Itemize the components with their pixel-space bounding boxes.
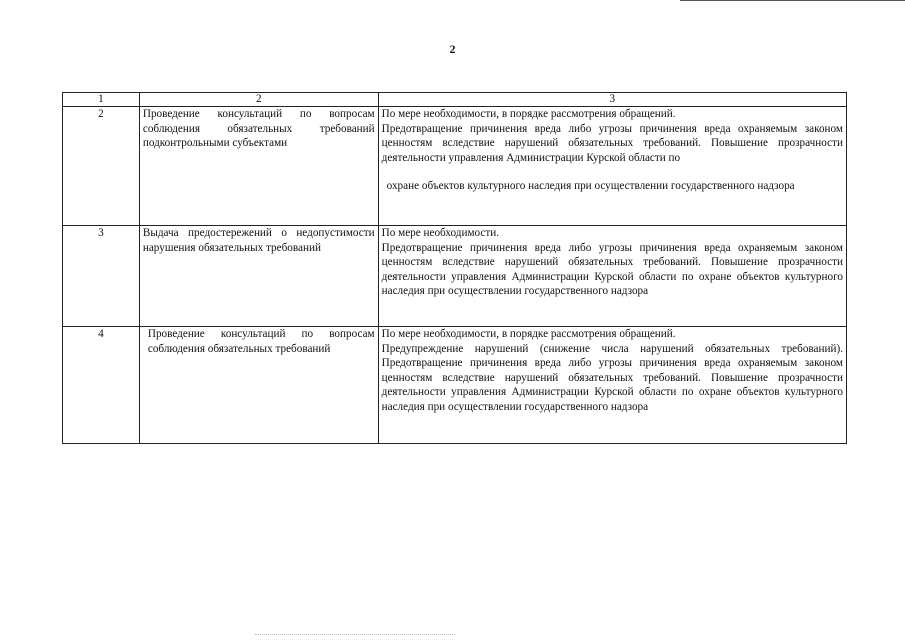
- column-header-3: 3: [378, 93, 846, 107]
- timing-text: По мере необходимости.: [381, 227, 500, 239]
- details-cell: [378, 226, 846, 327]
- event-cell: [139, 327, 378, 444]
- result-text: Предупреждение нарушений (снижение числа нарушений обязательных требований). Предотвращение причинения вреда либо угрозы причинения вреда охраняемым законом ценностям вследствие нарушений обязательных требований. Повышение прозрачности деятельности управления Администрации Курской области по охране объектов культурного наследия при осуществлении государственного надзора: [381, 342, 843, 413]
- table-row: [63, 107, 847, 226]
- result-text: Предотвращение причинения вреда либо угрозы причинения вреда охраняемым законом ценностям вследствие нарушений обязательных требований. Повышение прозрачности деятельности управления Администрации Курской области по: [381, 122, 843, 164]
- table-header-row: [63, 93, 847, 107]
- row-number: 4: [63, 327, 140, 444]
- event-text: Проведение консультаций по вопросам соблюдения обязательных требований подконтрольными субъектами: [142, 108, 375, 150]
- event-text: Проведение консультаций по вопросам соблюдения обязательных требований: [147, 328, 375, 355]
- details-cell: [378, 107, 846, 226]
- event-cell: [139, 226, 378, 327]
- table-row: [63, 327, 847, 444]
- column-header-1: 1: [63, 93, 140, 107]
- table-row: [63, 226, 847, 327]
- page-number: 2: [449, 42, 456, 56]
- event-text: Выдача предостережений о недопустимости нарушения обязательных требований: [142, 227, 375, 254]
- row-number: 3: [63, 226, 140, 327]
- row-number: 2: [63, 107, 140, 226]
- paragraph-gap: [382, 165, 843, 179]
- column-header-2: 2: [139, 93, 378, 107]
- events-table: [62, 92, 847, 444]
- timing-text: По мере необходимости, в порядке рассмотрения обращений.: [381, 328, 676, 340]
- result-text: Предотвращение причинения вреда либо угрозы причинения вреда охраняемым законом ценностям вследствие нарушений обязательных требований. Повышение прозрачности деятельности управления Администрации Курской области по охране объектов культурного наследия при осуществлении государственного надзора: [381, 241, 843, 298]
- event-cell: [139, 107, 378, 226]
- result-text-continued: охране объектов культурного наследия при осуществлении государственного надзора: [386, 180, 795, 193]
- timing-text: По мере необходимости, в порядке рассмотрения обращений.: [381, 108, 676, 120]
- top-edge-rule: [680, 0, 905, 1]
- scan-artifact-line: [255, 634, 455, 636]
- details-cell: [378, 327, 846, 444]
